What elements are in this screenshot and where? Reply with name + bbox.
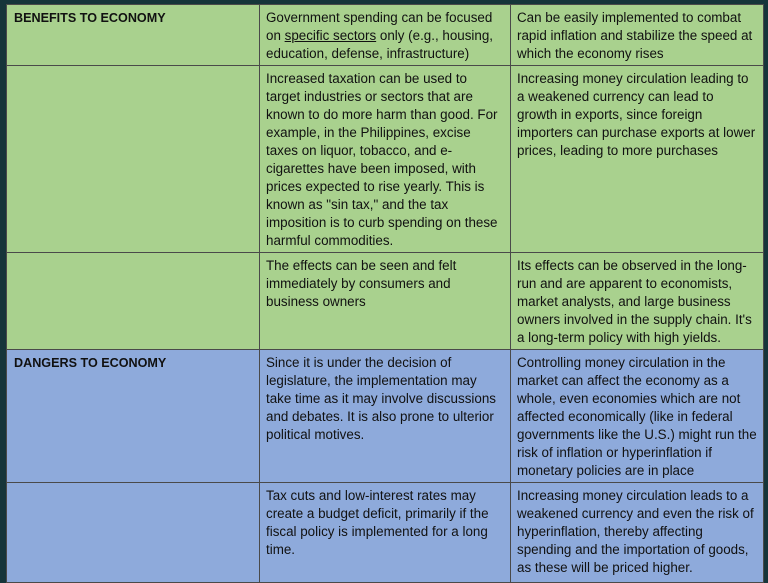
table-row (7, 66, 764, 253)
empty-cell (7, 66, 260, 253)
danger-monetary-cell: Controlling money circulation in the market can affect the economy as a whole, even economies which are not affected economically (like in federal governments like the U.S.) might run the risk of inflation or hyperinflation if monetary policies are in place (511, 350, 764, 483)
table-row (7, 5, 764, 66)
benefit-monetary-cell: Can be easily implemented to combat rapid inflation and stabilize the speed at which the economy rises (511, 5, 764, 66)
underlined-term: specific sectors (284, 28, 377, 43)
danger-fiscal-cell: Since it is under the decision of legislature, the implementation may take time as it may involve discussions and debates. It is also prone to ulterior political motives. (260, 350, 511, 483)
danger-fiscal-cell: Tax cuts and low-interest rates may create a budget deficit, primarily if the fiscal policy is implemented for a long time. (260, 483, 511, 583)
benefit-monetary-cell: Increasing money circulation leading to a weakened currency can lead to growth in exports, since foreign importers can purchase exports at lower prices, leading to more purchases (511, 66, 764, 253)
table-row (7, 253, 764, 350)
table-row (7, 483, 764, 583)
cell-text: Government spending can be focused on (266, 10, 493, 43)
cell-text: only (e.g., housing, education, defense, infrastructure) (266, 28, 494, 61)
economy-comparison-table (6, 4, 764, 583)
benefit-fiscal-cell (260, 5, 511, 66)
document-frame (6, 4, 763, 575)
benefits-heading: BENEFITS TO ECONOMY (7, 5, 260, 66)
table-row (7, 350, 764, 483)
empty-cell (7, 483, 260, 583)
empty-cell (7, 253, 260, 350)
danger-monetary-cell: Increasing money circulation leads to a weakened currency and even the risk of hyperinflation, thereby affecting spending and the importation of goods, as these will be priced higher. (511, 483, 764, 583)
dangers-heading: DANGERS TO ECONOMY (7, 350, 260, 483)
benefit-fiscal-cell: The effects can be seen and felt immediately by consumers and business owners (260, 253, 511, 350)
benefit-monetary-cell: Its effects can be observed in the long-run and are apparent to economists, market analysts, and large business owners involved in the supply chain. It's a long-term policy with high yields. (511, 253, 764, 350)
benefit-fiscal-cell: Increased taxation can be used to target industries or sectors that are known to do more harm than good. For example, in the Philippines, excise taxes on liquor, tobacco, and e-cigarettes have been imposed, with prices expected to rise yearly. This is known as "sin tax," and the tax imposition is to curb spending on these harmful commodities. (260, 66, 511, 253)
